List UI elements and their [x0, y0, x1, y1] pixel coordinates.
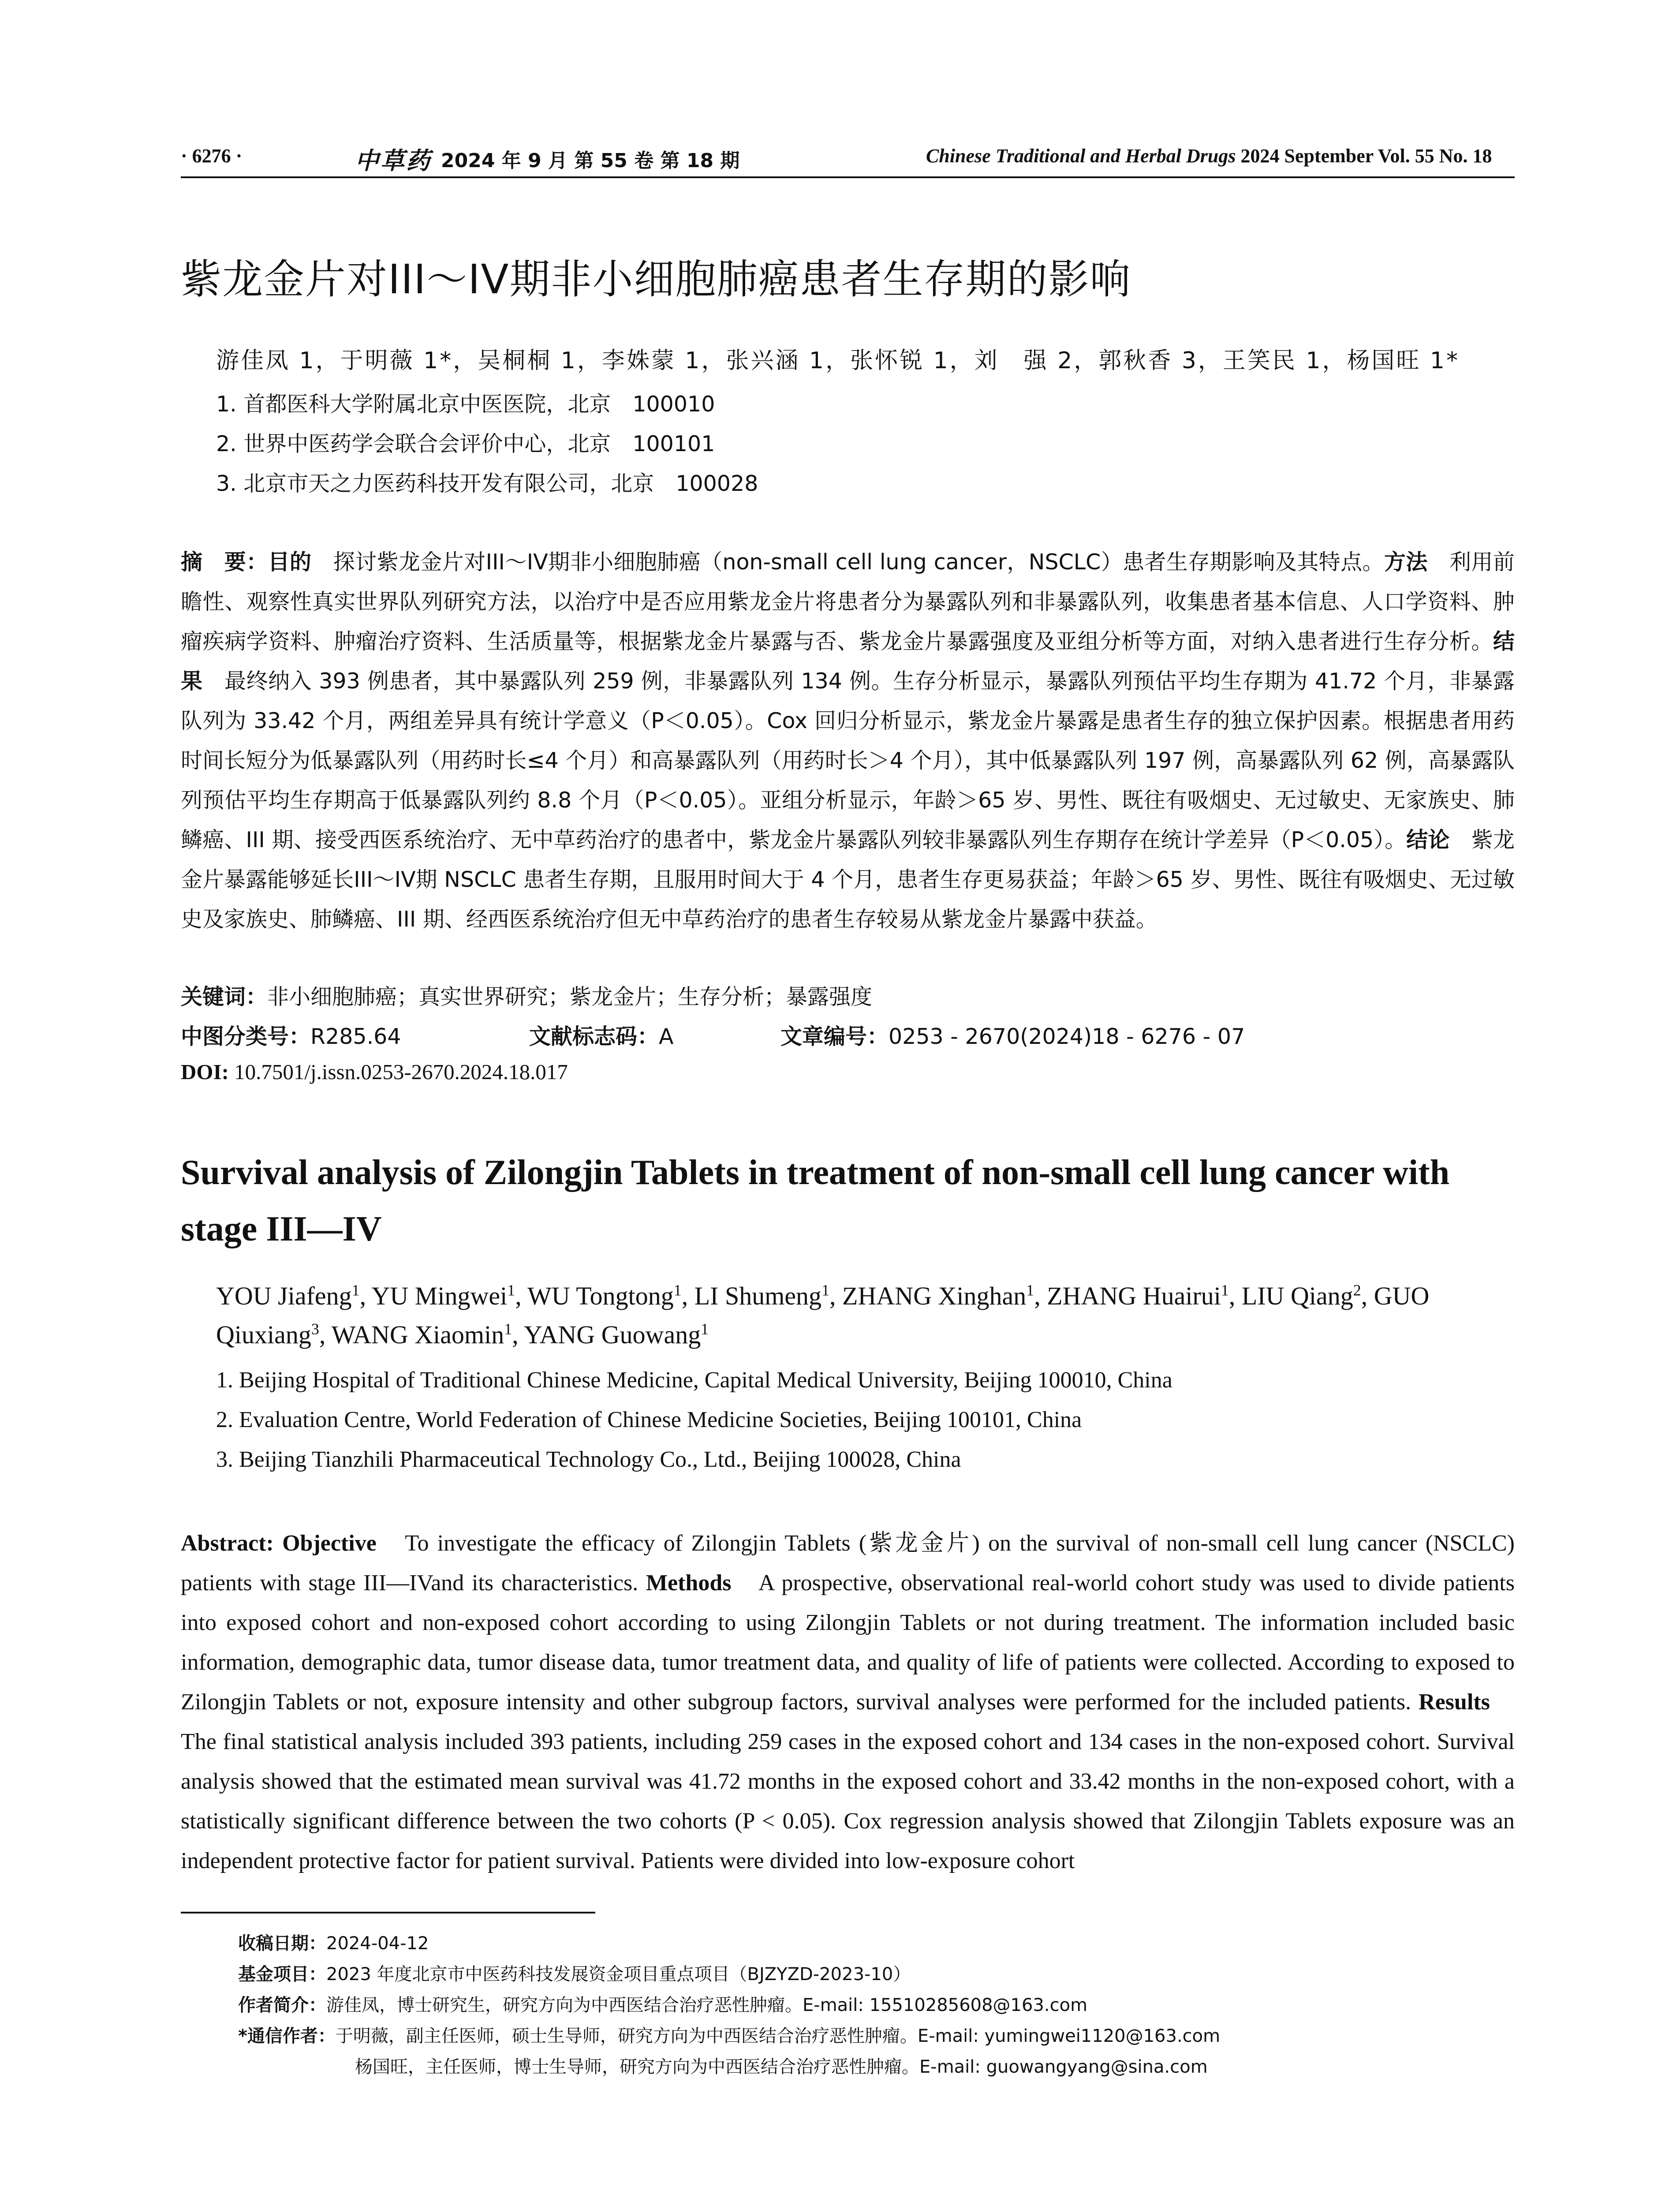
- results-cn-text: 最终纳入 393 例患者，其中暴露队列 259 例，非暴露队列 134 例。生存分析显示，暴露队列预估平均生存期为 41.72 个月，非暴露队列为 33.42 个月，两组差异具有统计学意义（P＜0.05）。Cox 回归分析显示，紫龙金片暴露是患者生存的独立保护因素。根据患者用药时间长短分为低暴露队列（用药时长≤4 个月）和高暴露队列（用药时长＞4 个月），其中低暴露队列 197 例，高暴露队列 62 例，高暴露队列预估平均生存期高于低暴露队列约 8.8 个月（P＜0.05）。亚组分析显示，年龄＞65 岁、男性、既往有吸烟史、无过敏史、无家族史、肺鳞癌、III 期、接受西医系统治疗、无中草药治疗的患者中，紫龙金片暴露队列较非暴露队列生存期存在统计学差异（P＜0.05）。: [181, 669, 1515, 852]
- doi-label: DOI:: [181, 1060, 229, 1084]
- author-affiliation-mark: 1: [507, 1281, 515, 1299]
- running-header: [181, 142, 1515, 177]
- article-number-label: 文章编号：: [780, 1024, 889, 1049]
- methods-en-text: A prospective, observational real-world cohort study was used to divide patients into exposed cohort and non-exposed cohort according to using Zilongjin Tablets or not during treatment. The information included basic information, demographic data, tumor disease data, tumor treatment data, and quality of life of patients were collected. According to exposed to Zilongjin Tablets or not, exposure intensity and other subgroup factors, survival analyses were performed for the included patients.: [181, 1570, 1515, 1715]
- keywords-cn-text: 非小细胞肺癌；真实世界研究；紫龙金片；生存分析；暴露强度: [267, 984, 873, 1009]
- footnote-label: 收稿日期：: [238, 1933, 326, 1954]
- author-list-cn: 游佳凤 1，于明薇 1*，吴桐桐 1，李姝蒙 1，张兴涵 1，张怀锐 1，刘 强 2，郭秋香 3，王笑民 1，杨国旺 1*: [216, 348, 1460, 374]
- author-name: LIU Qiang: [1241, 1282, 1353, 1310]
- journal-name-cn: 中草药: [355, 147, 432, 175]
- classification-line: [181, 1020, 1515, 1050]
- conclusion-cn-text: 紫龙金片暴露能够延长III～IV期 NSCLC 患者生存期，且服用时间大于 4 个月，患者生存更易获益；年龄＞65 岁、男性、既往有吸烟史、无过敏史及家族史、肺鳞癌、III 期、经西医系统治疗但无中草药治疗的患者生存较易从紫龙金片暴露中获益。: [181, 827, 1515, 932]
- conclusion-cn-label: 结论: [1406, 827, 1450, 852]
- article-number: 0253 - 2670(2024)18 - 6276 - 07: [889, 1024, 1245, 1049]
- affiliation-cn-3: 3. 北京市天之力医药科技开发有限公司，北京 100028: [216, 471, 758, 496]
- journal-issue-en: [926, 145, 1492, 167]
- footnote-text: 2023 年度北京市中医药科技发展资金项目重点项目（BJZYZD-2023-10）: [326, 1964, 911, 1984]
- clc-label: 中图分类号：: [181, 1024, 311, 1049]
- issue-cn: 2024 年 9 月 第 55 卷 第 18 期: [441, 149, 740, 172]
- author-list-en: YOU Jiafeng$^1$, YU Mingwei$^1$, WU Tongtong$^1$, LI Shumeng$^1$, ZHANG Xinghan$^1$, ZHANG Huairui$^1$, LIU Qiang$^2$, GUO Qiuxiang$^3$, WANG Xiaomin$^1$, YANG Guowang$^1$: [216, 1281, 1430, 1349]
- abstract-cn-label: 摘 要：: [181, 549, 268, 575]
- footnote-author-bio: [238, 1991, 1087, 2016]
- footnote-corresponding-2: [355, 2053, 1208, 2078]
- footnote-label: 基金项目：: [238, 1964, 326, 1984]
- author-name: WANG Xiaomin: [331, 1320, 504, 1349]
- author-affiliation-mark: 1: [504, 1320, 512, 1338]
- objective-en-text: To investigate the efficacy of Zilongjin Tablets (紫龙金片) on the survival of non-small cell lung cancer (NSCLC) patients with stage III—IVand its characteristics.: [181, 1531, 1515, 1596]
- author-name: YU Mingwei: [371, 1282, 508, 1310]
- methods-cn-label: 方法: [1384, 549, 1428, 575]
- results-en-label: Results: [1419, 1689, 1490, 1715]
- footnote-corresponding: [238, 2022, 1220, 2047]
- footnote-text: 游佳凤，博士研究生，研究方向为中西医结合治疗恶性肿瘤。E-mail: 15510285608@163.com: [326, 1995, 1088, 2015]
- page-number: · 6276 ·: [181, 145, 243, 167]
- author-affiliation-mark: 2: [1353, 1281, 1361, 1299]
- abstract-en: [181, 1524, 1515, 1881]
- doi-line: [181, 1059, 1515, 1084]
- affiliation-cn-1: 1. 首都医科大学附属北京中医医院，北京 100010: [216, 392, 715, 417]
- footnote-received: [238, 1929, 429, 1955]
- doi-value: 10.7501/j.issn.0253-2670.2024.18.017: [228, 1060, 568, 1084]
- author-name: LI Shumeng: [694, 1282, 822, 1310]
- author-affiliation-mark: 3: [311, 1320, 319, 1338]
- objective-cn-text: 探讨紫龙金片对III～IV期非小细胞肺癌（non-small cell lung cancer，NSCLC）患者生存期影响及其特点。: [311, 549, 1384, 575]
- footnote-text: 2024-04-12: [326, 1933, 429, 1954]
- affiliation-en-1: 1. Beijing Hospital of Traditional Chinese Medicine, Capital Medical University, Beijing 100010, China: [216, 1368, 1172, 1393]
- footnote-label: *通信作者：: [238, 2026, 336, 2046]
- results-cn-label: 结果: [181, 629, 1515, 694]
- footnote-label: 作者简介：: [238, 1995, 326, 2015]
- affiliation-cn-2: 2. 世界中医药学会联合会评价中心，北京 100101: [216, 431, 715, 456]
- author-affiliation-mark: 1: [1221, 1281, 1229, 1299]
- objective-cn-label: 目的: [268, 549, 312, 575]
- keywords-cn-label: 关键词：: [181, 984, 268, 1009]
- author-affiliation-mark: 1: [673, 1281, 682, 1299]
- author-affiliation-mark: 1: [821, 1281, 830, 1299]
- author-name: GUO Qiuxiang: [216, 1282, 1430, 1349]
- author-affiliation-mark: 1: [701, 1320, 709, 1338]
- issue-en: 2024 September Vol. 55 No. 18: [1240, 145, 1492, 167]
- clc-code: R285.64: [310, 1024, 401, 1049]
- article-title-en: Survival analysis of Zilongjin Tablets in treatment of non-small cell lung cancer with stage III—IV: [181, 1153, 1450, 1248]
- journal-name-en: Chinese Traditional and Herbal Drugs: [926, 145, 1236, 167]
- footnote-rule: [181, 1912, 595, 1913]
- footnote-funding: [238, 1960, 911, 1985]
- abstract-cn: [181, 542, 1515, 939]
- doc-code: A: [659, 1024, 674, 1049]
- keywords-cn: [181, 980, 1515, 1011]
- author-name: YOU Jiafeng: [216, 1282, 352, 1310]
- article-title-cn: 紫龙金片对III～IV期非小细胞肺癌患者生存期的影响: [181, 256, 1131, 303]
- author-affiliation-mark: 1: [351, 1281, 360, 1299]
- author-affiliation-mark: 1: [1026, 1281, 1034, 1299]
- abstract-en-label: Abstract: Objective: [181, 1531, 377, 1556]
- doc-code-label: 文献标志码：: [529, 1024, 659, 1049]
- author-name: WU Tongtong: [527, 1282, 674, 1310]
- header-rule: [181, 176, 1515, 178]
- results-en-text: The final statistical analysis included 393 patients, including 259 cases in the exposed cohort and 134 cases in the non-exposed cohort. Survival analysis showed that the estimated mean survival was 41.72 months in the exposed cohort and 33.42 months in the non-exposed cohort, with a statistically significant difference between the two cohorts (P < 0.05). Cox regression analysis showed that Zilongjin Tablets exposure was an independent protective factor for patient survival. Patients were divided into low-exposure cohort: [181, 1689, 1515, 1873]
- methods-cn-text: 利用前瞻性、观察性真实世界队列研究方法，以治疗中是否应用紫龙金片将患者分为暴露队列和非暴露队列，收集患者基本信息、人口学资料、肿瘤疾病学资料、肿瘤治疗资料、生活质量等，根据紫龙金片暴露与否、紫龙金片暴露强度及亚组分析等方面，对纳入患者进行生存分析。: [181, 549, 1515, 654]
- author-name: ZHANG Xinghan: [842, 1282, 1027, 1310]
- footnote-text: 杨国旺，主任医师，博士生导师，研究方向为中西医结合治疗恶性肿瘤。E-mail: guowangyang@sina.com: [355, 2057, 1208, 2077]
- affiliation-en-3: 3. Beijing Tianzhili Pharmaceutical Technology Co., Ltd., Beijing 100028, China: [216, 1447, 961, 1472]
- author-name: YANG Guowang: [524, 1320, 701, 1349]
- footnote-text: 于明薇，副主任医师，硕士生导师，研究方向为中西医结合治疗恶性肿瘤。E-mail: yumingwei1120@163.com: [335, 2026, 1221, 2046]
- affiliation-en-2: 2. Evaluation Centre, World Federation of Chinese Medicine Societies, Beijing 100101, China: [216, 1407, 1082, 1432]
- methods-en-label: Methods: [646, 1570, 732, 1596]
- author-name: ZHANG Huairui: [1047, 1282, 1221, 1310]
